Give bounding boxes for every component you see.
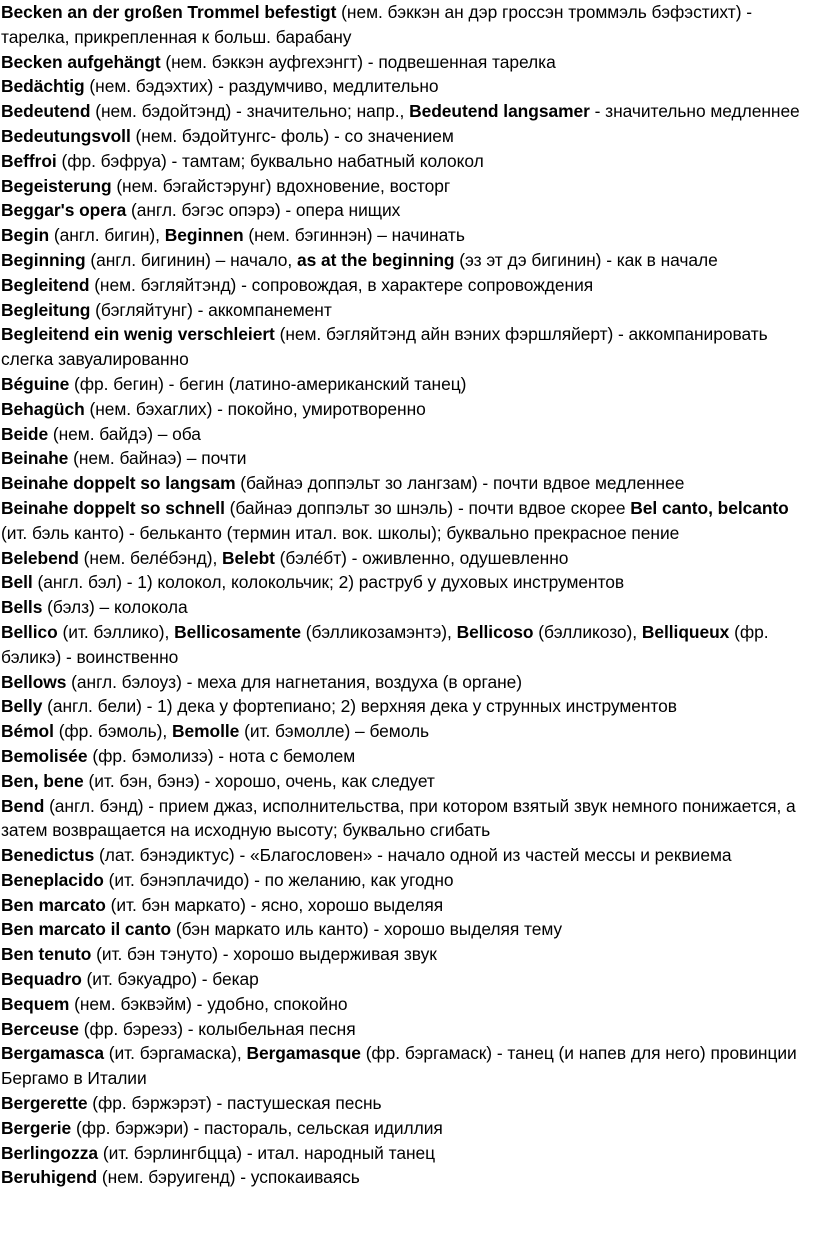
entry-definition: (англ. бигинин) – начало,	[85, 249, 297, 270]
entry-definition: (фр. бэреэз) - колыбельная песня	[78, 1018, 356, 1039]
entry-definition: (фр. бэргамаск) - танец (и напев для него) провинции Бергамо в Италии	[1, 1043, 797, 1089]
entry-term: Bedeutend langsamer	[409, 101, 590, 122]
entry-term: Becken aufgehängt	[1, 51, 161, 72]
entry-definition: (фр. бэмолизэ) - нота с бемолем	[87, 745, 356, 766]
entry-definition: (ит. бэллико),	[57, 621, 175, 642]
entry-term: Bellico	[1, 621, 58, 642]
entry-term: Begleitend ein wenig verschleiert	[1, 324, 275, 345]
entry-term: Beinahe	[1, 448, 69, 469]
entry-definition: (англ. бэнд) - прием джаз, исполнительства, при котором взятый звук немного понижается, а затем возвращается на исходную высоту; буквально сгибать	[1, 795, 796, 841]
entry-term: Bellicoso	[456, 621, 534, 642]
entry-term: Benedictus	[1, 845, 95, 866]
entry-term: as at the beginning	[296, 249, 455, 270]
dictionary-entry	[1, 917, 816, 942]
dictionary-entry	[1, 1041, 816, 1091]
entry-term: Bedeutungsvoll	[1, 125, 131, 146]
entry-definition: (англ. бэлоуз) - меха для нагнетания, воздуха (в органе)	[66, 671, 522, 692]
entry-definition: - значительно медленнее	[589, 101, 800, 122]
dictionary-entry	[1, 124, 816, 149]
entry-definition: (бэлз) – колокола	[42, 597, 188, 618]
entry-term: Ben marcato	[1, 894, 106, 915]
entry-term: Begin	[1, 225, 50, 246]
dictionary-entry	[1, 322, 816, 372]
entry-definition: (англ. бигин),	[49, 225, 165, 246]
entry-term: Bergerette	[1, 1093, 88, 1114]
entry-term: Bend	[1, 795, 45, 816]
dictionary-entry	[1, 99, 816, 124]
entry-term: Beruhigend	[1, 1167, 98, 1188]
entry-definition: (байнаэ доппэльт зо лангзам) - почти вдвое медленнее	[235, 473, 685, 494]
entry-term: Ben, bene	[1, 770, 84, 791]
entry-definition: (бэлликозамэнтэ),	[301, 621, 457, 642]
entry-definition: (нем. бэдэхтих) - раздумчиво, медлительно	[84, 76, 439, 97]
entry-definition: (ит. бэргамаска),	[103, 1043, 247, 1064]
dictionary-entry	[1, 546, 816, 571]
entry-definition: (фр. бэликэ) - воинственно	[1, 621, 769, 667]
dictionary-entry	[1, 372, 816, 397]
entry-term: Bequem	[1, 993, 70, 1014]
dictionary-entry	[1, 149, 816, 174]
entry-definition: (бэгляйтунг) - аккомпанемент	[90, 299, 332, 320]
dictionary-entry	[1, 794, 816, 844]
entry-term: Behagüch	[1, 398, 85, 419]
entry-term: Berceuse	[1, 1018, 79, 1039]
entry-term: Begleitung	[1, 299, 91, 320]
entry-definition: (нем. бэдойтэнд) - значительно; напр.,	[90, 101, 410, 122]
dictionary-entry	[1, 446, 816, 471]
entry-definition: (нем. бэквэйм) - удобно, спокойно	[69, 993, 348, 1014]
dictionary-entry	[1, 397, 816, 422]
entry-definition: (лат. бэнэдиктус) - «Благословен» - начало одной из частей мессы и реквиема	[94, 845, 732, 866]
entry-definition: (нем. бэккэн ан дэр гроссэн троммэль бэфэстихт) - тарелка, прикрепленная к больш. барабану	[1, 2, 752, 47]
dictionary-entry	[1, 769, 816, 794]
entry-definition: (фр. бэржэрэт) - пастушеская песнь	[87, 1093, 382, 1114]
dictionary-entry	[1, 868, 816, 893]
entry-term: Bellows	[1, 671, 67, 692]
dictionary-entry	[1, 719, 816, 744]
entry-definition: (нем. бэккэн ауфгехэнгт) - подвешенная тарелка	[160, 51, 556, 72]
dictionary-entry	[1, 595, 816, 620]
entry-definition: (ит. бэн, бэнэ) - хорошо, очень, как следует	[83, 770, 435, 791]
entry-definition: (нем. бэхаглих) - покойно, умиротворенно	[84, 398, 426, 419]
entry-definition: (нем. бэдойтунгс- фоль) - со значением	[130, 125, 454, 146]
dictionary-entry	[1, 942, 816, 967]
entry-definition: (нем. бэруигенд) - успокаиваясь	[97, 1167, 360, 1188]
dictionary-entry	[1, 744, 816, 769]
dictionary-entry	[1, 670, 816, 695]
entry-definition: (нем. байдэ) – оба	[48, 423, 201, 444]
dictionary-entry	[1, 223, 816, 248]
entry-term: Bell	[1, 572, 33, 593]
entry-term: Becken an der großen Trommel befestigt	[1, 2, 337, 22]
dictionary-entry	[1, 298, 816, 323]
entry-term: Beinahe doppelt so schnell	[1, 497, 225, 518]
dictionary-entry	[1, 174, 816, 199]
entry-term: Bemolisée	[1, 745, 88, 766]
entry-term: Bemolle	[171, 721, 240, 742]
entry-definition: (англ. бэгэс опэрэ) - опера нищих	[126, 200, 401, 221]
dictionary-entry	[1, 967, 816, 992]
entry-term: Begleitend	[1, 274, 90, 295]
entry-definition: (эз эт дэ бигинин) - как в начале	[454, 249, 718, 270]
dictionary-entry	[1, 273, 816, 298]
entry-definition: (ит. бэрлингбцца) - итал. народный танец	[98, 1142, 436, 1163]
entry-term: Bells	[1, 597, 43, 618]
entry-definition: (ит. бэн маркато) - ясно, хорошо выделяя	[105, 894, 444, 915]
entry-term: Beggar's opera	[1, 200, 127, 221]
entry-term: Bergamasca	[1, 1043, 104, 1064]
entry-definition: (нем. бэгляйтэнд) - сопровождая, в характере сопровождения	[89, 274, 594, 295]
entry-definition: (англ. бели) - 1) дека у фортепиано; 2) верхняя дека у струнных инструментов	[42, 696, 677, 717]
entry-term: Béguine	[1, 373, 70, 394]
entry-definition: (ит. бэль канто) - бельканто (термин итал. вок. школы); буквально прекрасное пение	[1, 522, 680, 543]
dictionary-entry	[1, 843, 816, 868]
entry-term: Berlingozza	[1, 1142, 99, 1163]
dictionary-entry	[1, 422, 816, 447]
entry-definition: (фр. бэфруа) - тамтам; буквально набатный колокол	[56, 150, 484, 171]
entry-term: Ben marcato il canto	[1, 919, 172, 940]
dictionary-entry	[1, 248, 816, 273]
entry-definition: (англ. бэл) - 1) колокол, колокольчик; 2) раструб у духовых инструментов	[32, 572, 625, 593]
dictionary-entry	[1, 620, 816, 670]
entry-term: Beffroi	[1, 150, 57, 171]
dictionary-entry	[1, 0, 816, 50]
dictionary-entry	[1, 992, 816, 1017]
dictionary-entry	[1, 496, 816, 546]
entry-term: Bequadro	[1, 969, 82, 990]
entry-term: Beide	[1, 423, 49, 444]
entry-term: Beneplacido	[1, 869, 104, 890]
dictionary-entry	[1, 198, 816, 223]
entry-definition: (бэн маркато иль канто) - хорошо выделяя тему	[171, 919, 563, 940]
entry-definition: (нем. байнаэ) – почти	[68, 448, 247, 469]
dictionary-entry	[1, 1165, 816, 1190]
entry-term: Belebt	[222, 547, 275, 568]
dictionary-entry	[1, 570, 816, 595]
entry-term: Beinahe doppelt so langsam	[1, 473, 236, 494]
entry-definition: (нем. белéбэнд),	[78, 547, 223, 568]
entry-term: Ben tenuto	[1, 944, 92, 965]
entry-term: Begeisterung	[1, 175, 112, 196]
dictionary-entry	[1, 1091, 816, 1116]
dictionary-entry	[1, 74, 816, 99]
entry-definition: (ит. бэнэплачидо) - по желанию, как угодно	[103, 869, 454, 890]
entry-definition: (ит. бэкуадро) - бекар	[81, 969, 259, 990]
entry-definition: (нем. бэгляйтэнд айн вэних фэршляйерт) - аккомпанировать слегка завуалированно	[1, 324, 768, 370]
dictionary-entry	[1, 1141, 816, 1166]
entry-definition: (бэлликозо),	[533, 621, 642, 642]
entry-definition: (нем. бэгиннэн) – начинать	[243, 225, 465, 246]
entry-term: Beginnen	[164, 225, 244, 246]
dictionary-entry	[1, 1116, 816, 1141]
entry-definition: (ит. бэн тэнуто) - хорошо выдерживая звук	[91, 944, 437, 965]
entry-definition: (фр. бегин) - бегин (латино-американский танец)	[69, 373, 467, 394]
entry-definition: (фр. бэржэри) - пастораль, сельская идиллия	[71, 1117, 443, 1138]
dictionary-entry	[1, 1017, 816, 1042]
entry-term: Bellicosamente	[174, 621, 301, 642]
entry-term: Bergerie	[1, 1117, 72, 1138]
dictionary-entry	[1, 471, 816, 496]
entry-definition: (фр. бэмоль),	[53, 721, 172, 742]
entry-term: Beginning	[1, 249, 86, 270]
entry-term: Bel canto, belcanto	[630, 497, 789, 518]
entry-term: Bémol	[1, 721, 54, 742]
entry-term: Bedächtig	[1, 76, 85, 97]
entry-term: Bedeutend	[1, 101, 91, 122]
entry-term: Bergamasque	[246, 1043, 361, 1064]
dictionary-entry	[1, 50, 816, 75]
entry-term: Belly	[1, 696, 43, 717]
dictionary-entry	[1, 694, 816, 719]
entry-term: Belebend	[1, 547, 79, 568]
entry-definition: (байнаэ доппэльт зо шнэль) - почти вдвое скорее	[224, 497, 631, 518]
entry-term: Belliqueux	[641, 621, 730, 642]
entry-definition: (ит. бэмолле) – бемоль	[239, 721, 430, 742]
dictionary-entry	[1, 893, 816, 918]
entry-definition: (бэлéбт) - оживленно, одушевленно	[274, 547, 569, 568]
entry-definition: (нем. бэгайстэрунг) вдохновение, восторг	[111, 175, 451, 196]
